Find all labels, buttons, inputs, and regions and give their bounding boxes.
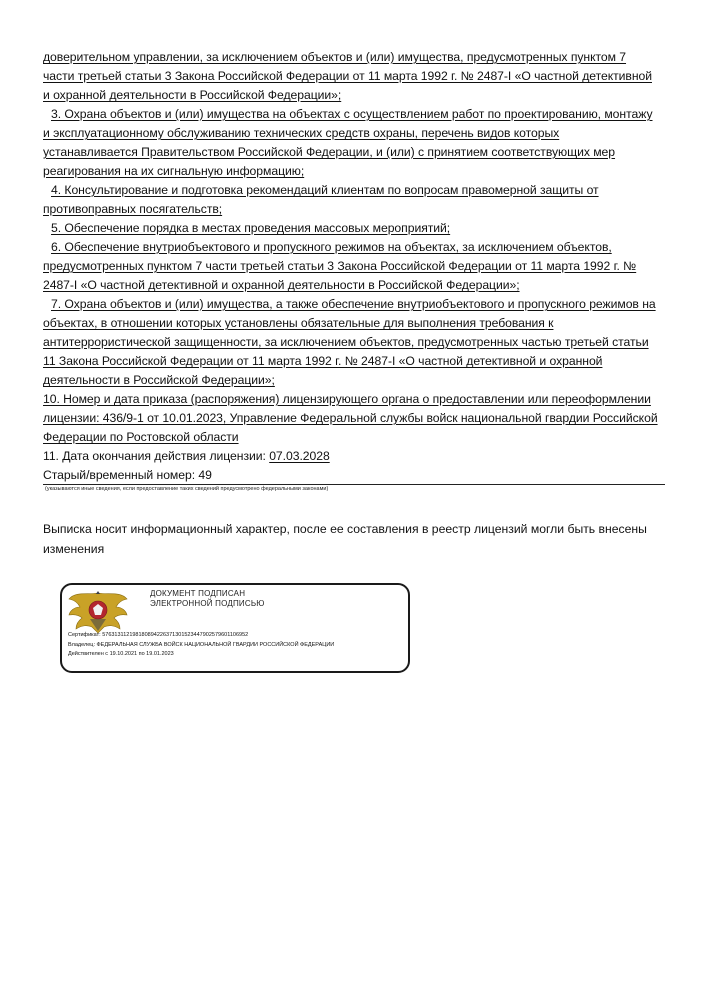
footnote: (указываются иные сведения, если предоставление таких сведений предусмотрено федеральными законами) <box>45 486 329 492</box>
certificate-number: Сертификат: 57631311219818089422637130152344790257960110695​2 <box>68 632 249 638</box>
notice-text: Выписка носит информационный характер, после ее составления в реестр лицензий могли быть внесены изменения <box>43 522 647 556</box>
stamp-title: ДОКУМЕНТ ПОДПИСАН ЭЛЕКТРОННОЙ ПОДПИСЬЮ <box>150 589 265 608</box>
text-line: 11 Закона Российской Федерации от 11 марта 1992 г. № 2487-I «О частной детективной и охранной <box>43 354 603 368</box>
text-line: и охранной деятельности в Российской Федерации»; <box>43 88 342 102</box>
text-line: части третьей статьи 3 Закона Российской Федерации от 11 марта 1992 г. № 2487-I «О частной детективной <box>43 69 652 83</box>
expiry-line: 11. Дата окончания действия лицензии: 07.03.2028 <box>43 449 330 463</box>
text-line: 3. Охрана объектов и (или) имущества на объектах с осуществлением работ по проектированию, монтажу <box>51 107 653 121</box>
text-line: 2487-I «О частной детективной и охранной деятельности в Российской Федерации»; <box>43 278 520 292</box>
text-line: объектах, в отношении которых установлены обязательные для выполнения требования к <box>43 316 554 330</box>
expiry-date: 07.03.2028 <box>269 449 330 463</box>
order-line-3: Федерации по Ростовской области <box>43 430 239 444</box>
text-line: и эксплуатационному обслуживанию технических средств охраны, перечень видов которых <box>43 126 560 140</box>
eagle-emblem-icon <box>66 587 130 637</box>
license-extract-body <box>43 48 665 493</box>
old-number-line: Старый/временный номер: 49 <box>43 466 665 485</box>
text-line: доверительном управлении, за исключением объектов и (или) имущества, предусмотренных пунктом 7 <box>43 50 627 64</box>
certificate-validity: Действителен с 19.10.2021 по 19.01.2023 <box>68 651 174 657</box>
electronic-signature-stamp <box>60 583 410 673</box>
text-line: противоправных посягательств; <box>43 202 223 216</box>
text-line: 6. Обеспечение внутриобъектового и пропускного режимов на объектах, за исключением объектов, <box>51 240 612 254</box>
text-line: 7. Охрана объектов и (или) имущества, а также обеспечение внутриобъектового и пропускного режимов на <box>51 297 656 311</box>
text-line: антитеррористической защищенности, за исключением объектов, предусмотренных частью третьей статьи <box>43 335 649 349</box>
order-line-2: лицензии: 436/9-1 от 10.01.2023, Управление Федеральной службы войск национальной гвардии Российской <box>43 411 658 425</box>
text-line: 5. Обеспечение порядка в местах проведения массовых мероприятий; <box>51 221 451 235</box>
text-line: деятельности в Российской Федерации»; <box>43 373 275 387</box>
text-line: реагирования на их сигнальную информацию; <box>43 164 305 178</box>
activity-list <box>43 48 665 390</box>
text-line: предусмотренных пунктом 7 части третьей статьи 3 Закона Российской Федерации от 11 марта 1992 г. № <box>43 259 637 273</box>
old-number-value: 49 <box>198 468 212 482</box>
stamp-details <box>68 631 334 660</box>
order-line-1: 10. Номер и дата приказа (распоряжения) лицензирующего органа о предоставлении или переоформлении <box>43 392 651 406</box>
text-line: устанавливается Правительством Российской Федерации, и (или) с принятием соответствующих мер <box>43 145 616 159</box>
certificate-owner: Владелец: ФЕДЕРАЛЬНАЯ СЛУЖБА ВОЙСК НАЦИОНАЛЬНОЙ ГВАРДИИ РОССИЙСКОЙ ФЕДЕРАЦИИ <box>68 641 335 648</box>
text-line: 4. Консультирование и подготовка рекомендаций клиентам по вопросам правомерной защиты от <box>51 183 599 197</box>
